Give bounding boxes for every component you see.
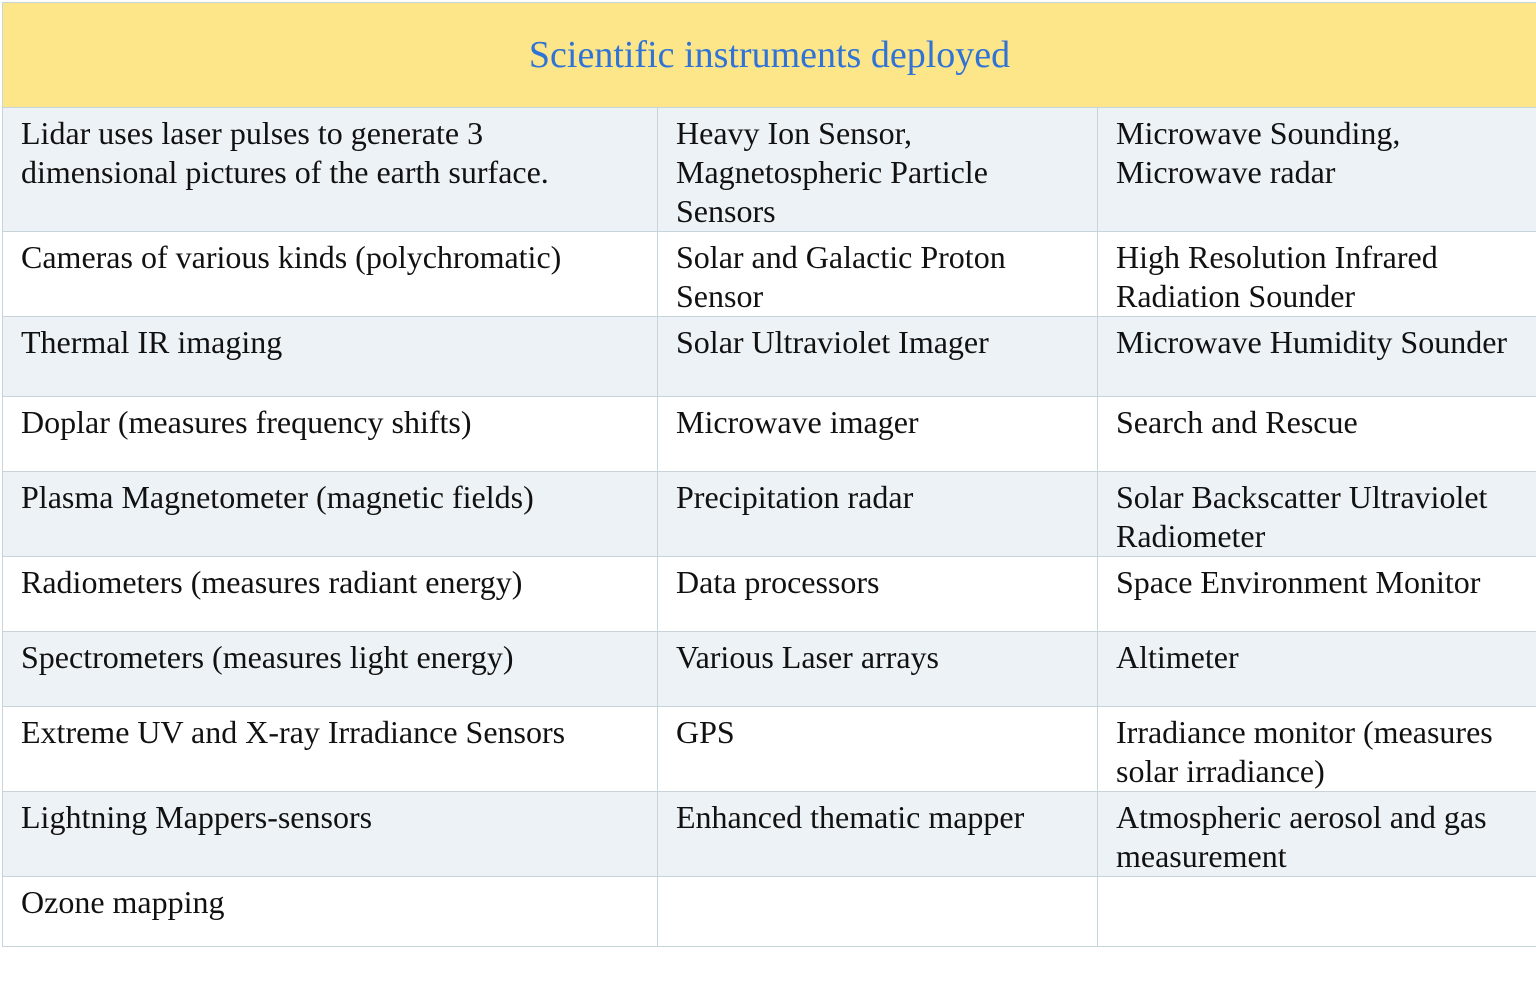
table-cell: Search and Rescue (1098, 397, 1536, 472)
table-cell: Heavy Ion Sensor, Magnetospheric Particle Sensors (658, 108, 1098, 232)
table-row (3, 877, 1536, 947)
table-row (3, 232, 1536, 317)
table-cell: Extreme UV and X-ray Irradiance Sensors (3, 707, 658, 792)
table-row (3, 472, 1536, 557)
table-cell (1098, 877, 1536, 947)
table-cell: Solar and Galactic Proton Sensor (658, 232, 1098, 317)
table-cell: Solar Backscatter Ultraviolet Radiometer (1098, 472, 1536, 557)
table-cell: Lidar uses laser pulses to generate 3 dimensional pictures of the earth surface. (3, 108, 658, 232)
table-cell: Microwave imager (658, 397, 1098, 472)
table-row (3, 632, 1536, 707)
table-cell: Plasma Magnetometer (magnetic fields) (3, 472, 658, 557)
table-row (3, 317, 1536, 397)
table-title-row (3, 3, 1536, 108)
table-cell: GPS (658, 707, 1098, 792)
table-cell: Various Laser arrays (658, 632, 1098, 707)
table-row (3, 557, 1536, 632)
table-cell (658, 877, 1098, 947)
table-cell: Ozone mapping (3, 877, 658, 947)
table-cell: Atmospheric aerosol and gas measurement (1098, 792, 1536, 877)
table-cell: Cameras of various kinds (polychromatic) (3, 232, 658, 317)
table-row (3, 108, 1536, 232)
instruments-table (2, 2, 1536, 947)
table-cell: Radiometers (measures radiant energy) (3, 557, 658, 632)
table-cell: Enhanced thematic mapper (658, 792, 1098, 877)
table-cell: Irradiance monitor (measures solar irradiance) (1098, 707, 1536, 792)
table-row (3, 707, 1536, 792)
table-title: Scientific instruments deployed (3, 3, 1536, 108)
table-cell: Lightning Mappers-sensors (3, 792, 658, 877)
table-row (3, 792, 1536, 877)
table-cell: Data processors (658, 557, 1098, 632)
table-cell: Solar Ultraviolet Imager (658, 317, 1098, 397)
table-cell: High Resolution Infrared Radiation Sounder (1098, 232, 1536, 317)
table-cell: Precipitation radar (658, 472, 1098, 557)
table-cell: Altimeter (1098, 632, 1536, 707)
table-cell: Microwave Humidity Sounder (1098, 317, 1536, 397)
table-cell: Doplar (measures frequency shifts) (3, 397, 658, 472)
table-cell: Thermal IR imaging (3, 317, 658, 397)
table-row (3, 397, 1536, 472)
table-cell: Space Environment Monitor (1098, 557, 1536, 632)
instruments-table-container (2, 2, 1536, 947)
table-cell: Microwave Sounding, Microwave radar (1098, 108, 1536, 232)
table-cell: Spectrometers (measures light energy) (3, 632, 658, 707)
